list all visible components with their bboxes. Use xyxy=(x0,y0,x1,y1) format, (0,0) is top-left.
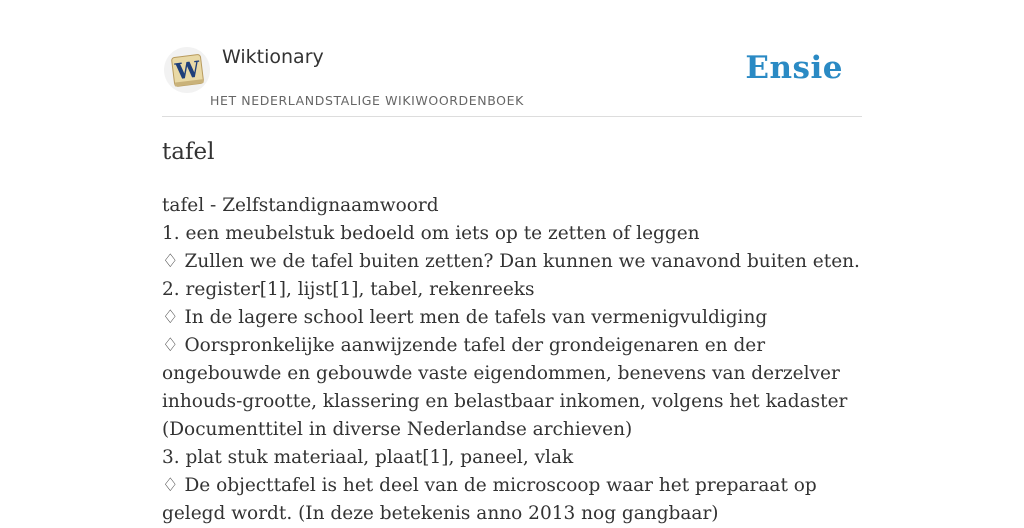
definition-body xyxy=(162,192,862,528)
wiktionary-logo[interactable] xyxy=(164,47,210,93)
page xyxy=(162,0,862,524)
site-tagline: HET NEDERLANDSTALIGE WIKIWOORDENBOEK xyxy=(210,93,524,108)
example-2: ♢ In de lagere school leert men de tafels van vermenigvuldiging xyxy=(162,307,768,328)
logo-letter: W xyxy=(173,56,202,86)
site-header xyxy=(162,0,862,117)
definition-3: 3. plat stuk materiaal, plaat[1], paneel, vlak xyxy=(162,447,574,468)
ensie-brand-logo[interactable]: Ensie xyxy=(745,50,843,86)
page-title: tafel xyxy=(162,139,215,165)
word-class-line: tafel - Zelfstandignaamwoord xyxy=(162,195,439,216)
wiktionary-tile-icon xyxy=(164,47,210,93)
example-1: ♢ Zullen we de tafel buiten zetten? Dan kunnen we vanavond buiten eten. xyxy=(162,251,860,272)
example-3: ♢ Oorspronkelijke aanwijzende tafel der grondeigenaren en der ongebouwde en gebouwde vaste eigendommen, benevens van derzelver inhouds-grootte, klassering en belastbaar inkomen, volgens het kadaster (Documenttitel in diverse Nederlandse archieven) xyxy=(162,335,848,440)
example-4: ♢ De objecttafel is het deel van de microscoop waar het preparaat op gelegd wordt. (In deze betekenis anno 2013 nog gangbaar) xyxy=(162,475,817,524)
definition-2: 2. register[1], lijst[1], tabel, rekenreeks xyxy=(162,279,535,300)
site-name[interactable]: Wiktionary xyxy=(222,46,324,68)
definition-1: 1. een meubelstuk bedoeld om iets op te zetten of leggen xyxy=(162,223,700,244)
